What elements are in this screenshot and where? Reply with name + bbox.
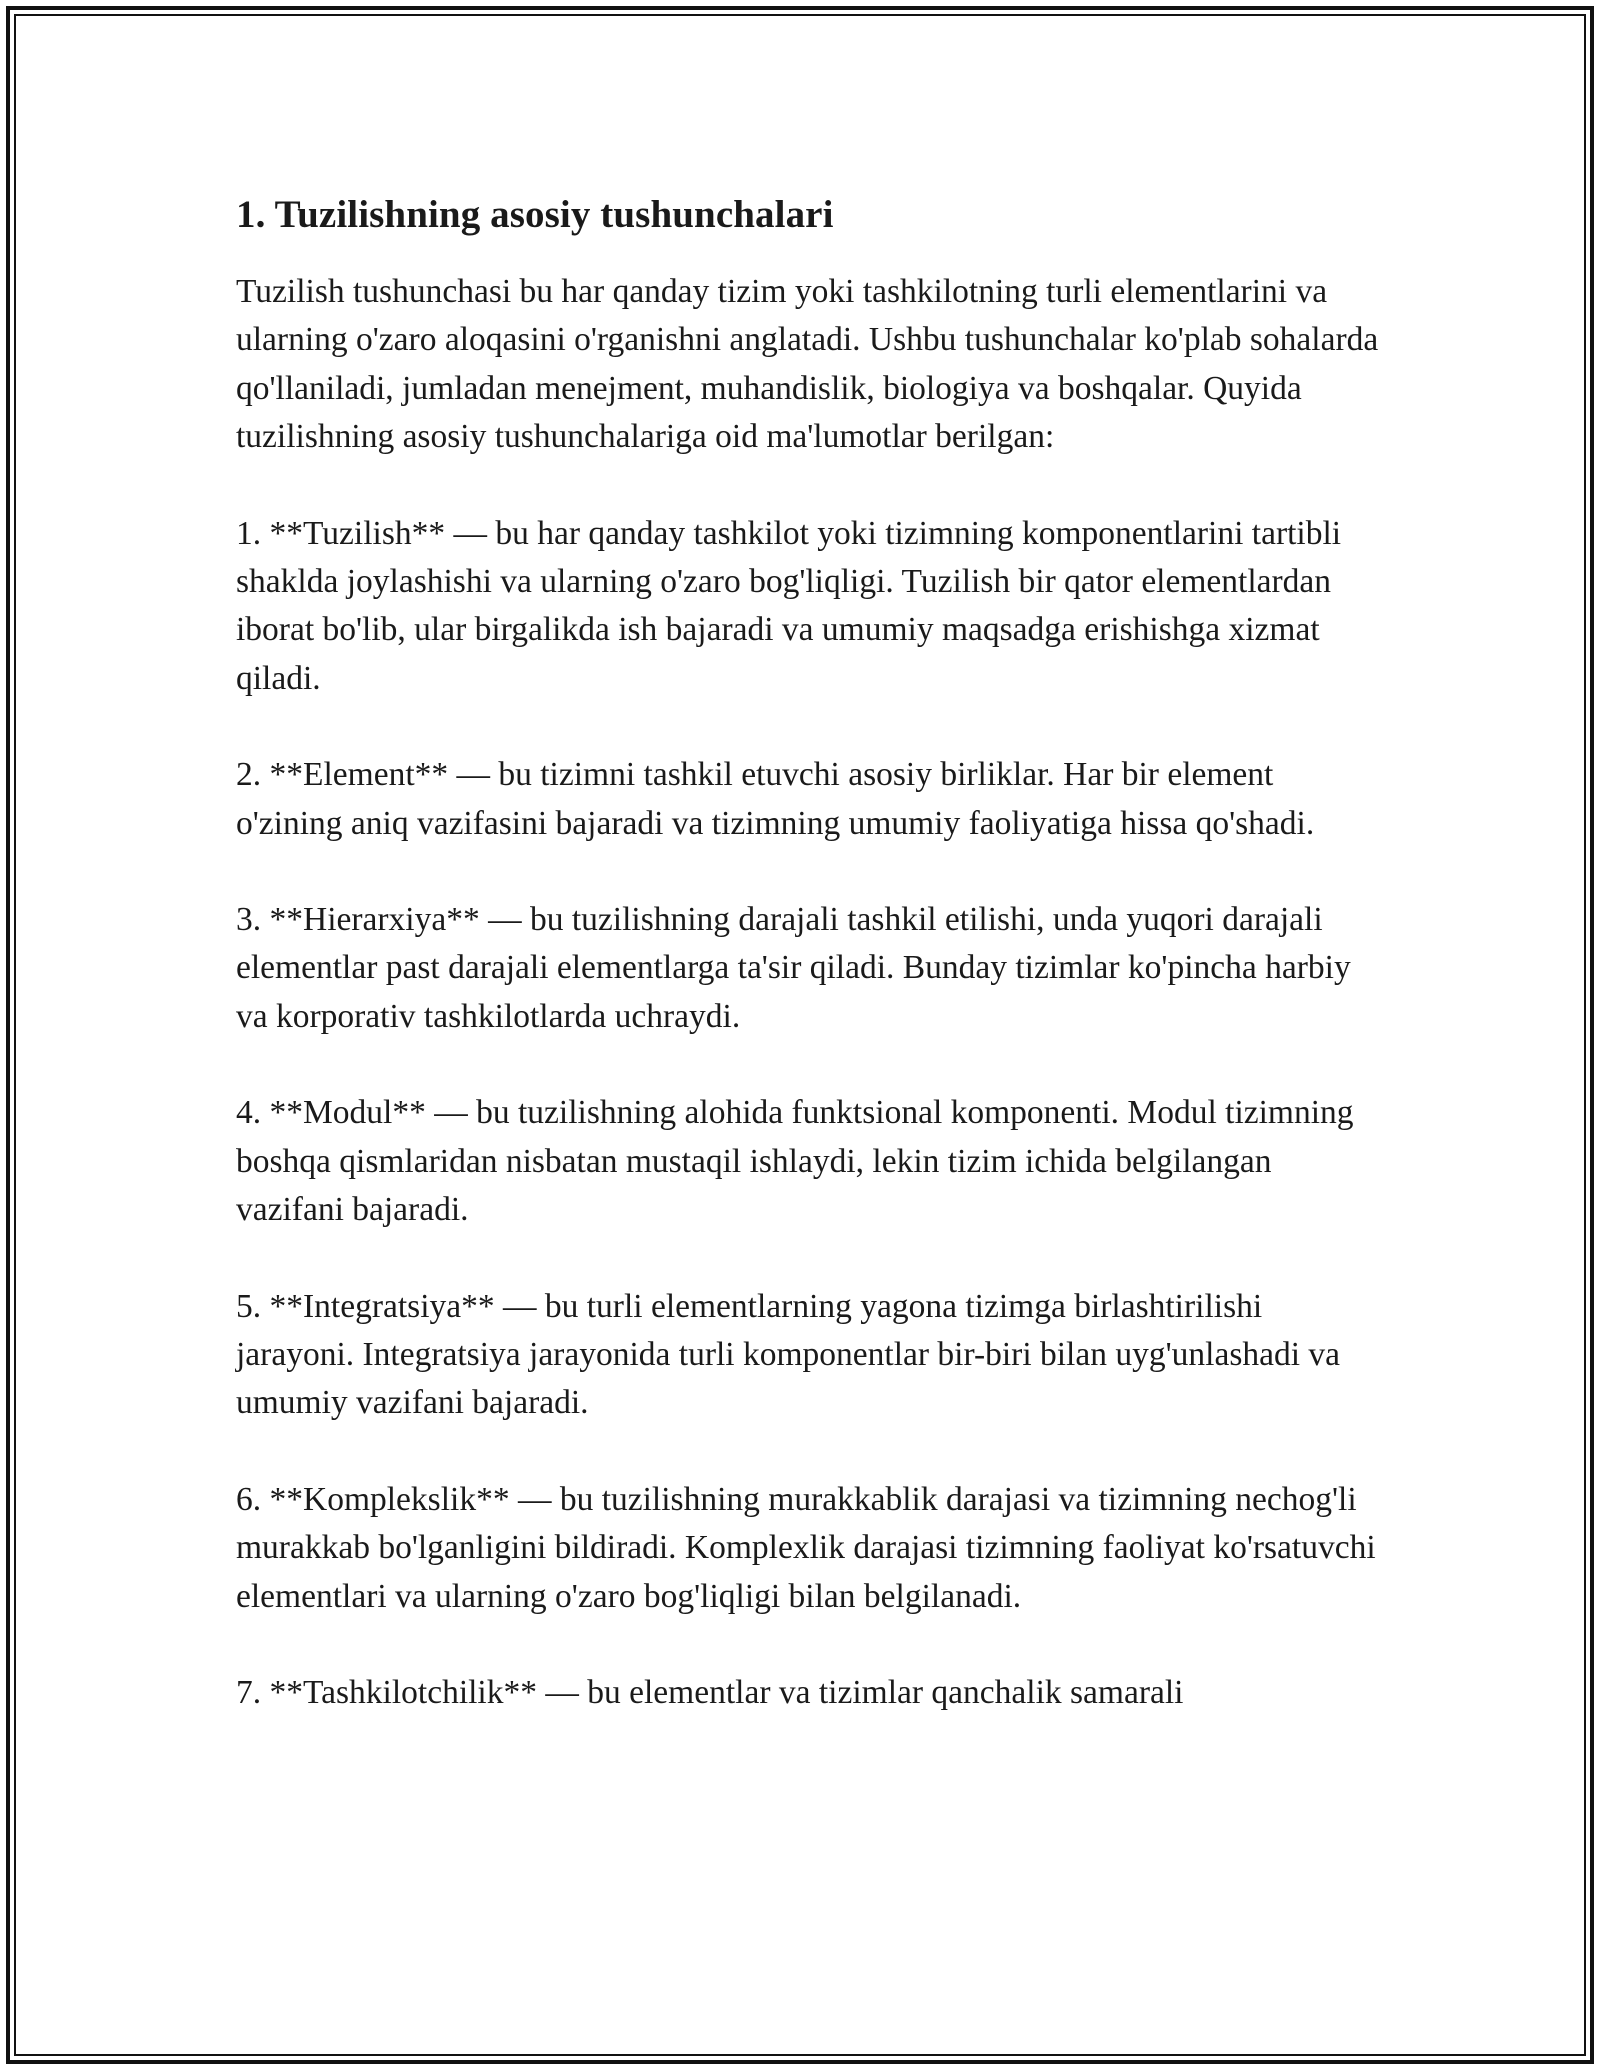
list-item-modul: 4. **Modul** — bu tuzilishning alohida funktsional komponenti. Modul tizimning boshqa qismlaridan nisbatan mustaqil ishlaydi, lekin tizim ichida belgilangan vazifani bajaradi. <box>236 1094 1354 1229</box>
list-item-integratsiya: 5. **Integratsiya** — bu turli elementlarning yagona tizimga birlashtirilishi jarayoni. Integratsiya jarayonida turli komponentlar bir-biri bilan uyg'unlashadi va umumiy vazifani bajaradi. <box>236 1287 1341 1422</box>
intro-paragraph: Tuzilish tushunchasi bu har qanday tizim yoki tashkilotning turli elementlarini va ularning o'zaro aloqasini o'rganishni anglatadi. Ushbu tushunchalar ko'plab sohalarda qo'llaniladi, jumladan menejment, muhandislik, biologiya va boshqalar. Quyida tuzilishning asosiy tushunchalariga oid ma'lumotlar berilgan: <box>236 273 1379 456</box>
list-item-komplekslik: 6. **Komplekslik** — bu tuzilishning murakkablik darajasi va tizimning nechog'li murakkab bo'lganligini bildiradi. Komplexlik darajasi tizimning faoliyat ko'rsatuvchi elementlari va ularning o'zaro bog'liqligi bilan belgilanadi. <box>236 1480 1376 1615</box>
document-body <box>236 186 1386 1765</box>
list-item-element: 2. **Element** — bu tizimni tashkil etuvchi asosiy birliklar. Har bir element o'zining aniq vazifasini bajaradi va tizimning umumiy faoliyatiga hissa qo'shadi. <box>236 756 1315 842</box>
list-item-hierarxiya: 3. **Hierarxiya** — bu tuzilishning darajali tashkil etilishi, unda yuqori darajali elementlar past darajali elementlarga ta'sir qiladi. Bunday tizimlar ko'pincha harbiy va korporativ tashkilotlarda uchraydi. <box>236 901 1351 1035</box>
section-heading: 1. Tuzilishning asosiy tushunchalari <box>236 193 834 236</box>
list-item-tashkilotchilik: 7. **Tashkilotchilik** — bu elementlar va tizimlar qanchalik samarali <box>236 1673 1184 1711</box>
list-item-tuzilish: 1. **Tuzilish** — bu har qanday tashkilot yoki tizimning komponentlarini tartibli shaklda joylashishi va ularning o'zaro bog'liqligi. Tuzilish bir qator elementlardan iborat bo'lib, ular birgalikda ish bajaradi va umumiy maqsadga erishishga xizmat qiladi. <box>236 514 1342 697</box>
